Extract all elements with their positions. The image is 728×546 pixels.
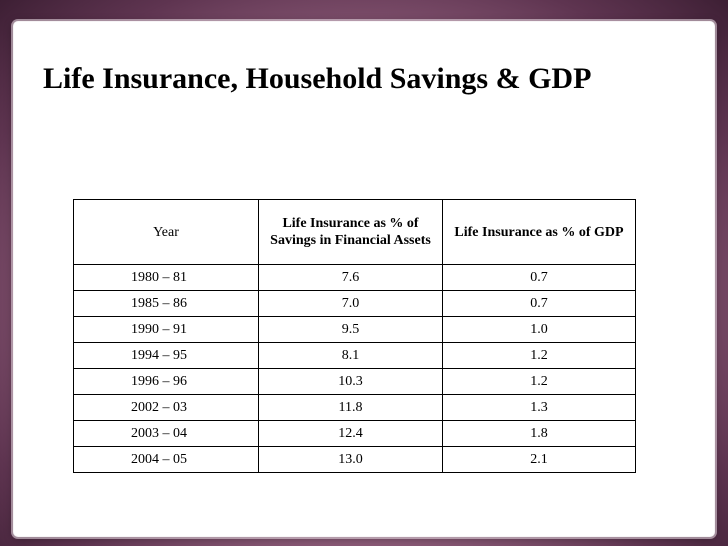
- cell-year: 1985 – 86: [74, 291, 259, 317]
- table-row: [74, 265, 636, 291]
- header-savings: Life Insurance as % of Savings in Financial Assets: [259, 200, 443, 265]
- cell-savings: 11.8: [259, 395, 443, 421]
- table-row: [74, 395, 636, 421]
- cell-gdp: 1.8: [443, 421, 636, 447]
- cell-gdp: 1.2: [443, 369, 636, 395]
- table-header-row: [74, 200, 636, 265]
- table-row: [74, 369, 636, 395]
- cell-savings: 10.3: [259, 369, 443, 395]
- cell-savings: 8.1: [259, 343, 443, 369]
- cell-year: 1980 – 81: [74, 265, 259, 291]
- table-row: [74, 343, 636, 369]
- header-year: Year: [74, 200, 259, 265]
- cell-savings: 13.0: [259, 447, 443, 473]
- cell-gdp: 1.0: [443, 317, 636, 343]
- cell-savings: 12.4: [259, 421, 443, 447]
- cell-year: 1996 – 96: [74, 369, 259, 395]
- cell-year: 1994 – 95: [74, 343, 259, 369]
- cell-gdp: 0.7: [443, 265, 636, 291]
- data-table: [73, 199, 636, 473]
- cell-year: 1990 – 91: [74, 317, 259, 343]
- cell-gdp: 1.2: [443, 343, 636, 369]
- cell-gdp: 2.1: [443, 447, 636, 473]
- cell-year: 2004 – 05: [74, 447, 259, 473]
- table-row: [74, 291, 636, 317]
- header-gdp: Life Insurance as % of GDP: [443, 200, 636, 265]
- table-row: [74, 317, 636, 343]
- cell-savings: 7.0: [259, 291, 443, 317]
- cell-savings: 9.5: [259, 317, 443, 343]
- cell-gdp: 0.7: [443, 291, 636, 317]
- cell-gdp: 1.3: [443, 395, 636, 421]
- slide-title: Life Insurance, Household Savings & GDP: [43, 62, 592, 95]
- table-row: [74, 447, 636, 473]
- cell-savings: 7.6: [259, 265, 443, 291]
- cell-year: 2003 – 04: [74, 421, 259, 447]
- table-row: [74, 421, 636, 447]
- cell-year: 2002 – 03: [74, 395, 259, 421]
